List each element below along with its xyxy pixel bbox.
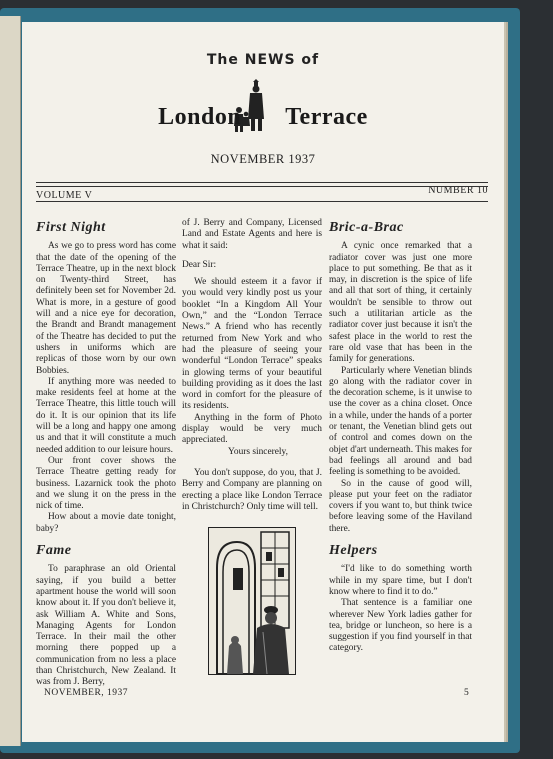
previous-page-edge <box>0 16 21 746</box>
article-heading-fame: Fame <box>36 543 72 559</box>
article-paragraph: Particularly where Venetian blinds go along with the radiator cover in the decoration scheme, is it unwise to use the cover as a china closet. Once in a while, under the hands of a porter or tenant, the Venetian blind gets out of control and comes down on the objet d'art underneath. This makes for bad feelings all around and bad feeling is something to be avoided. <box>329 365 472 478</box>
letter-paragraph: We should esteem it a favor if you would very kindly post us your booklet “In a Kingdom All Your Own,” and the “London Terrace News.” A friend who has recently returned from New York and who had the pleasure of seeing your wonderful “London Terrace” speaks in glowing terms of your beautiful building providing as it does the last word in comfort for the pleasure of its residents. <box>182 277 322 412</box>
column-2 <box>182 208 322 675</box>
masthead-title <box>22 104 504 131</box>
article-paragraph: To paraphrase an old Oriental saying, if you build a better apartment house the world will soon know about it. If you don't believe it, ask William A. White and Sons, Managing Agents for London Terrace. In their mail the other morning there popped up a communication from no less a place than Christchurch, New Zealand. It was from J. Berry, <box>36 564 176 688</box>
footer-date: NOVEMBER, 1937 <box>44 688 129 698</box>
masthead-title-right: Terrace <box>285 104 368 130</box>
header-rule-bottom <box>36 201 488 202</box>
issue-date: NOVEMBER 1937 <box>210 152 316 166</box>
article-paragraph: You don't suppose, do you, that J. Berry and Company are planning on erecting a place like London Terrace in Christchurch? Only time will tell. <box>182 467 322 512</box>
article-paragraph: As we go to press word has come that the date of the opening of the Terrace Theatre, up in the next block on Twenty-third Street, has definitely been set for November 2d. What is more, in a gesture of good will and a nice eye for decoration, the Brandt and Brandt management of the Theatre has decided to put the ushers in uniforms which are replicas of those worn by our own Bobbies. <box>36 241 176 376</box>
article-paragraph: of J. Berry and Company, Licensed Land and Estate Agents and here is what it said: <box>182 218 322 251</box>
issue-number: NUMBER 10 <box>428 185 488 196</box>
column-1 <box>36 208 176 689</box>
article-paragraph: How about a movie date tonight, baby? <box>36 512 176 534</box>
theatre-usher-illustration <box>208 527 296 675</box>
article-paragraph: So in the cause of good will, please put your feet on the radiator covers if you want to, but think twice before leaving some of the Haviland there. <box>329 478 472 534</box>
article-paragraph: That sentence is a familiar one wherever New York ladies gather for tea, bridge or luncheon, so here is a suggestion if you find yourself in that category. <box>329 598 472 654</box>
page-number: 5 <box>464 688 469 698</box>
letter-closing: Yours sincerely, <box>228 446 288 457</box>
masthead-top-line: The NEWS of <box>206 52 320 68</box>
letter-paragraph: Anything in the form of Photo display would be very much appreciated. <box>182 412 322 446</box>
article-paragraph: “I'd like to do something worth while in my spare time, but I don't know where to find it to do.” <box>329 564 472 597</box>
article-paragraph: A cynic once remarked that a radiator cover was just one more place to put something. Be that as it may, in discretion is the spice of life and all that sort of thing, it certainly wouldn't be sensible to throw out such a utilitarian article as the radiator cover just because it isn't the safest place in the world to rest the rare old vase that has been in the family for generations. <box>329 241 472 365</box>
header-rule-top <box>36 182 488 183</box>
volume-label: VOLUME V <box>36 190 93 201</box>
letter-salutation: Dear Sir: <box>182 259 217 270</box>
masthead-title-left: London <box>158 104 242 130</box>
article-paragraph: Our front cover shows the Terrace Theatre getting ready for business. Lazarnick took the photo and we slung it on the press in the nick of time. <box>36 455 176 512</box>
article-heading-bric-a-brac: Bric-a-Brac <box>329 220 404 235</box>
article-heading-first-night: First Night <box>36 220 106 235</box>
column-3 <box>329 208 472 655</box>
article-heading-helpers: Helpers <box>329 543 378 559</box>
article-paragraph: If anything more was needed to make residents feel at home at the Terrace Theatre, this little touch will do it. It is our opinion that its life will be a long and happy one among us and that it will constitute a much needed addition to our leisure hours. <box>36 376 176 455</box>
header-rule-mid <box>36 186 488 187</box>
newsletter-page <box>22 22 504 742</box>
